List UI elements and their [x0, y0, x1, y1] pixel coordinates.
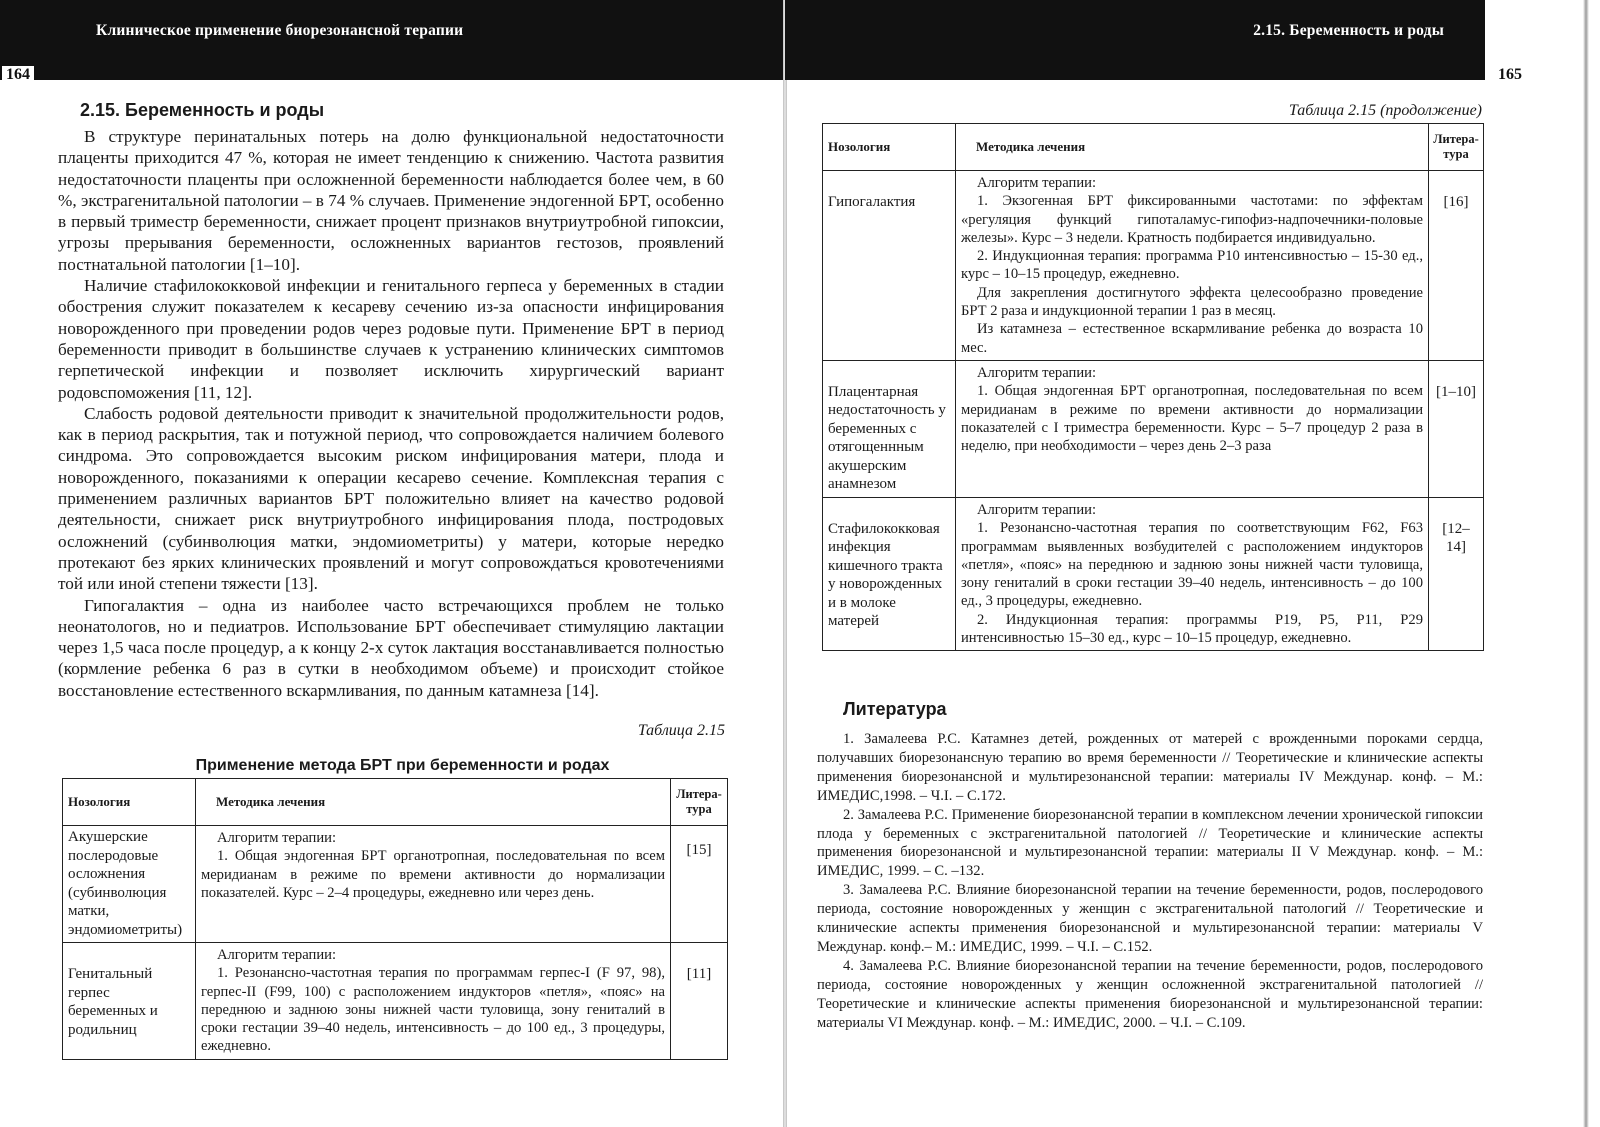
reference-item: 1. Замалеева Р.С. Катамнез детей, рожденных от матерей с врожденными пороками сердца, получавших биорезонансную терапию во время беременности // Теоретические и клинические аспекты применения биорезонансной и мультирезонансной терапии: материалы IV Междунар. конф. – М.: ИМЕДИС,1998. – Ч.I. – С.172.	[817, 731, 1483, 804]
section-title: 2.15. Беременность и роды	[80, 100, 325, 120]
right-header-bar	[785, 0, 1485, 80]
header-method: Методика лечения	[195, 779, 670, 826]
table-row	[63, 943, 728, 1060]
method-cell	[195, 826, 670, 943]
method-step: 1. Резонансно-частотная терапия по программам герпес-I (F 97, 98), герпес-II (F99, 100) с расположением индукторов «петля», «пояс» на переднюю и заднюю зоны нижней части туловища, зону гениталий в сроки гестации 39–40 недель, интенсивность – до 100 ед., 3 процедуры, ежедневно.	[200, 965, 665, 1055]
algorithm-label: Алгоритм терапии:	[216, 830, 336, 846]
reference-cell: [1–10]	[1429, 360, 1484, 497]
nosology-cell: Генитальный герпес беременных и родильниц	[63, 943, 196, 1060]
method-step: 1. Общая эндогенная БРТ органотропная, последовательная по всем меридианам в режиме по времени активности до нормализации показателей с I триместра беременности. Курс – 5–7 процедур 2 раза в неделю, при необходимости – через день 2–3 раза	[960, 383, 1423, 455]
therapy-table-continued	[822, 123, 1484, 651]
paragraph: Наличие стафилококковой инфекции и генитального герпеса у беременных в стадии обострения служит показателем к кесареву сечению из-за опасности инфицирования новорожденного при проведении родов через родовые пути. Применение БРТ в период беременности приводит в большинстве случаев к устранению клинических симптомов герпетической инфекции и позволяет исключить хирургический вариант родовспоможения [11, 12].	[58, 276, 724, 402]
reference-cell: [11]	[671, 943, 728, 1060]
reference-cell: [16]	[1429, 171, 1484, 361]
algorithm-label: Алгоритм терапии:	[976, 175, 1096, 191]
algorithm-label: Алгоритм терапии:	[976, 501, 1096, 518]
table-row	[823, 497, 1484, 650]
reference-item: 2. Замалеева Р.С. Применение биорезонансной терапии в комплексном лечении хронической гипоксии плода у беременных с экстрагенитальной патологией // Теоретические и клинические аспекты применения биорезонансной и мультирезонансной терапии: материалы II V Междунар. конф. – М.: ИМЕДИС, 1999. – С. –132.	[817, 806, 1483, 880]
left-page	[0, 0, 785, 1127]
method-cell	[955, 360, 1428, 497]
table-caption: Таблица 2.15	[637, 722, 725, 739]
table-title: Применение метода БРТ при беременности и родах	[195, 757, 610, 774]
therapy-table	[62, 778, 728, 1060]
method-step: 2. Индукционная терапия: программа Р10 интенсивностью – 15-30 ед., курс – 10–15 процедур, ежедневно.	[960, 248, 1423, 283]
left-page-number: 164	[2, 66, 34, 84]
reference-item: 3. Замалеева Р.С. Влияние биорезонансной терапии на течение беременности, родов, послеродового периода, состояние новорожденных у женщин с экстрагенитальной патологий // Теоретические и клинические аспекты применения биорезонансной и мультирезонансной терапии: материалы V Междунар. конф.– М.: ИМЕДИС, 1999. – Ч.I. – С.152.	[817, 882, 1483, 955]
table-header-row	[63, 779, 728, 826]
header-nosology: Нозология	[823, 124, 956, 171]
reference-cell: [12–14]	[1429, 497, 1484, 650]
paragraph: Слабость родовой деятельности приводит к значительной продолжительности родов, как в период раскрытия, так и потужной период, что сопровождается наличием болевого синдрома. Это сопровождается высоким риском инфицирования матери, плода и новорожденного, показаниями к операции кесарево сечение. Комплексная терапия с применением различных вариантов БРТ положительно влияет на качество родовой деятельности, снижает риск внутриутробного инфицирования плода, постродовых осложнений (субинволюция матки, эндомиометриты) у матери, которые нередко протекают без ярких клинических проявлений и могут сопровождаться кровотечениями той или иной степени тяжести [13].	[58, 403, 724, 594]
right-page-number: 165	[1494, 66, 1526, 84]
reference-cell: [15]	[671, 826, 728, 943]
paragraph: Гипогалактия – одна из наиболее часто встречающихся проблем не только неонатологов, но и педиатров. Использование БРТ обеспечивает стимуляцию лактации через 1,5 часа после процедур, а к концу 2-х суток лактация восстанавливается полностью (кормление ребенка 6 раз в сутки в необходимом объеме) и происходит стойкое восстановление естественного вскармливания, по данным катамнеза [14].	[58, 595, 724, 700]
method-step: 1. Экзогенная БРТ фиксированными частотами: по эффектам «регуляция функций гипоталамус-гипофиз-надпочечники-половые железы». Курс – 3 недели. Кратность подбирается индивидуально.	[960, 193, 1423, 246]
table-row	[823, 360, 1484, 497]
table-header-row	[823, 124, 1484, 171]
method-cell	[195, 943, 670, 1060]
left-header-bar	[0, 0, 785, 80]
header-literature: Литера-тура	[671, 779, 728, 826]
table-row	[823, 171, 1484, 361]
table-caption: Таблица 2.15 (продолжение)	[1288, 102, 1482, 119]
nosology-cell: Стафилококковая инфекция кишечного тракта у новорожденных и в молоке матерей	[823, 497, 956, 650]
method-step: 2. Индукционная терапия: программы Р19, Р5, Р11, Р29 интенсивностью 15–30 ед., курс – 10–15 процедур, ежедневно.	[960, 611, 1423, 647]
right-page	[785, 0, 1600, 1127]
paragraph: В структуре перинатальных потерь на долю функциональной недостаточности плаценты приходится 47 %, которая не имеет тенденцию к снижению. Частота развития недостаточности плаценты при осложненной беременности наблюдается более чем, в 60 %, экстрагенитальной патологии – в 74 % случаев. Применение эндогенной БРТ, особенно в первый триместр беременности, снижает процент признаков внутриутробной гипоксии, угрозы прерывания беременности, осложненных вариантов гестозов, проявлений постнатальной патологии [1–10].	[58, 127, 724, 274]
algorithm-label: Алгоритм терапии:	[976, 364, 1096, 381]
method-step: 1. Общая эндогенная БРТ органотропная, последовательная по всем меридианам в режиме по времени активности до нормализации показателей. Курс – 2–4 процедуры, ежедневно или через день.	[200, 848, 665, 901]
method-step: Из катамнеза – естественное вскармливание ребенка до возраста 10 мес.	[960, 321, 1423, 356]
table-row	[63, 826, 728, 943]
right-running-head: 2.15. Беременность и роды	[1253, 22, 1444, 39]
nosology-cell: Гипогалактия	[823, 171, 956, 361]
literature-heading: Литература	[843, 699, 947, 719]
algorithm-label: Алгоритм терапии:	[216, 947, 336, 963]
left-running-head: Клиническое применение биорезонансной терапии	[96, 22, 464, 39]
reference-item: 4. Замалеева Р.С. Влияние биорезонансной терапии на течение беременности, родов, послеродового периода, состояние новорожденных у женщин осложненной экстрагенитальной патологией // Теоретические и клинические аспекты применения биорезонансной и мультирезонансной терапии: материалы VI Междунар. конф. – М.: ИМЕДИС, 2000. – Ч.I. – С.109.	[817, 957, 1483, 1031]
header-literature: Литера-тура	[1429, 124, 1484, 171]
method-step: 1. Резонансно-частотная терапия по соответствующим F62, F63 программам выявленных возбудителей с расположением индукторов «петля», «пояс» на переднюю и заднюю зоны нижней части туловища, зону гениталий в сроки гестации 39–40 недель, интенсивность – до 100 ед., 3 процедуры, ежедневно.	[960, 520, 1423, 610]
reference-list	[817, 730, 1483, 1033]
nosology-cell: Акушерские послеродовые осложнения (субинволюция матки, эндомиометриты)	[63, 826, 196, 943]
nosology-cell: Плацентарная недостаточность у беременных с отягощеннным акушерским анамнезом	[823, 360, 956, 497]
method-cell	[955, 171, 1428, 361]
method-step: Для закрепления достигнутого эффекта целесообразно проведение БРТ 2 раза и индукционной терапии 1 раз в месяц.	[960, 284, 1423, 320]
body-text	[58, 126, 724, 701]
page-edge	[1583, 0, 1589, 1127]
header-nosology: Нозология	[63, 779, 196, 826]
method-cell	[955, 497, 1428, 650]
header-method: Методика лечения	[955, 124, 1428, 171]
